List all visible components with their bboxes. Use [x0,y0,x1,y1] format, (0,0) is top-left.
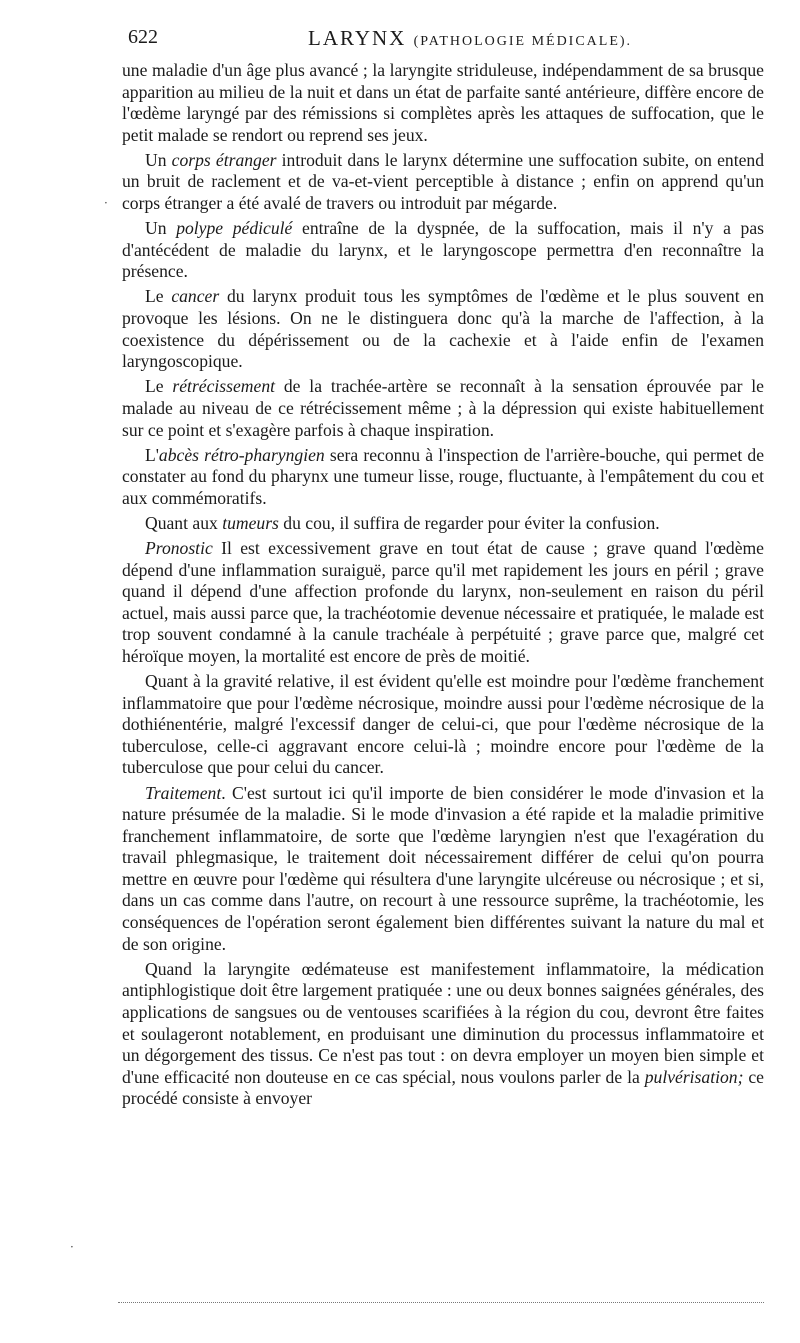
paragraph [122,783,764,956]
text-run: ce procédé consiste à envoyer [122,1066,764,1109]
text-run: Le [145,286,172,307]
text-run: Le [145,376,173,397]
text-run: Un [145,218,177,239]
paragraph [122,513,764,535]
text-run: L' [145,444,159,465]
page-number: 622 [128,26,158,48]
text-run: Quant aux [145,512,223,533]
text-run: sera reconnu à l'inspection de l'arrière-bouche, qui permet de constater au fond du pharynx une tumeur lisse, rouge, fluctuante, à l'empâtement du cou et aux commémoratifs. [122,444,765,508]
paragraph [122,376,764,441]
body-text [122,60,764,1113]
page-header [118,22,760,58]
paragraph [122,286,764,372]
italic-term: rétrécissement [172,376,276,397]
margin-mark: · [104,196,108,210]
italic-term: corps étranger [171,149,277,170]
italic-term: abcès rétro-pharyngien [158,444,325,465]
text-run: Il est excessivement grave en tout état de cause ; grave quand l'œdème dépend d'une inflammation suraiguë, parce qu'il met rapidement les jours en péril ; grave quand il dépend d'une affection profonde du larynx, non-seulement en raison du péril actuel, mais aussi parce que, la trachéotomie devenue nécessaire et pratiquée, le malade est trop souvent condamné à la canule trachéale à perpétuité ; grave parce que, malgré cet héroïque moyen, la mortalité est encore de près de moitié. [122,537,764,666]
text-run: Quant à la gravité relative, il est évident qu'elle est moindre pour l'œdème franchement inflammatoire que pour l'œdème nécrosique, moindre aussi pour l'œdème nécrosique de la dothiénentérie, malgré l'excessif danger de celui-ci, que pour l'œdème nécrosique de la tuberculose, celle-ci aggravant encore celui-là ; moindre encore pour l'œdème de la tuberculose que pour celui du cancer. [122,671,764,778]
paragraph [122,445,764,510]
margin-mark: · [70,1240,74,1254]
text-run: Un [145,149,172,170]
paragraph [122,150,764,215]
paragraph [122,959,764,1110]
running-title-main: LARYNX [308,26,407,50]
text-run: Quand la laryngite œdémateuse est manifestement inflammatoire, la médication antiphlogistique doit être largement pratiquée : une ou deux bonnes saignées générales, des applications de sangsues ou de ventouses scarifiées à la région du cou, devront être faites et soulageront notablement, en produisant une diminution du processus inflammatoire et un dégorgement des tissus. Ce n'est pas tout : on devra employer un moyen bien simple et d'une efficacité non douteuse en ce cas spécial, nous voulons parler de la [122,958,764,1087]
text-run: du larynx produit tous les symptômes de l'œdème et le plus souvent en provoque les lésions. On ne le distinguera donc qu'à la marche de l'affection, à la coexistence du dépérissement ou de la cachexie et à l'aide enfin de l'examen laryngoscopique. [122,286,764,372]
italic-term: tumeurs [222,512,279,533]
paragraph [122,60,764,146]
running-title-subtitle: (PATHOLOGIE MÉDICALE). [413,34,633,49]
text-run: une maladie d'un âge plus avancé ; la laryngite striduleuse, indépendamment de sa brusque apparition au milieu de la nuit et dans un état de parfaite santé antérieure, diffère encore de l'œdème laryngé par des rémissions si complètes après les attaques de suffocation, que le petit malade se rendort ou reprend ses jeux. [122,60,764,145]
italic-term: Pronostic [145,537,213,558]
text-run: de la trachée-artère se reconnaît à la sensation éprouvée par le malade au niveau de ce rétrécissement même ; à la dépression qui existe habituellement sur ce point et s'exagère parfois à chaque inspiration. [122,376,764,440]
text-run: du cou, il suffira de regarder pour éviter la confusion. [278,512,660,533]
paragraph [122,671,764,779]
text-run: introduit dans le larynx détermine une suffocation subite, on entend un bruit de raclement et de va-et-vient perceptible à distance ; enfin on apprend qu'un corps étranger a été avalé de travers ou introduit par mégarde. [122,149,764,214]
italic-term: Traitement [145,782,222,803]
running-title [308,26,632,51]
footer-rule [118,1302,764,1303]
paragraph [122,218,764,283]
italic-term: cancer [171,286,220,307]
italic-term: pulvérisation; [644,1066,744,1087]
text-run: entraîne de la dyspnée, de la suffocation, mais il n'y a pas d'antécédent de maladie du larynx, et le laryngoscope permettra d'en reconnaître la présence. [122,218,765,282]
paragraph [122,538,764,668]
text-run: . C'est surtout ici qu'il importe de bien considérer le mode d'invasion et la nature présumée de la maladie. Si le mode d'invasion a été rapide et la maladie primitive franchement inflammatoire, de sorte que l'œdème laryngien n'est que l'exagération du travail phlegmasique, le traitement doit nécessairement différer de celui qu'on pourra mettre en œuvre pour l'œdème qui résultera d'une laryngite ulcéreuse ou nécrosique ; et si, dans un cas comme dans l'autre, on recourt à une ressource suprême, la trachéotomie, les conséquences de l'opération seront également bien différentes suivant la nature du mal et de son origine. [122,782,764,954]
italic-term: polype pédiculé [176,218,293,239]
